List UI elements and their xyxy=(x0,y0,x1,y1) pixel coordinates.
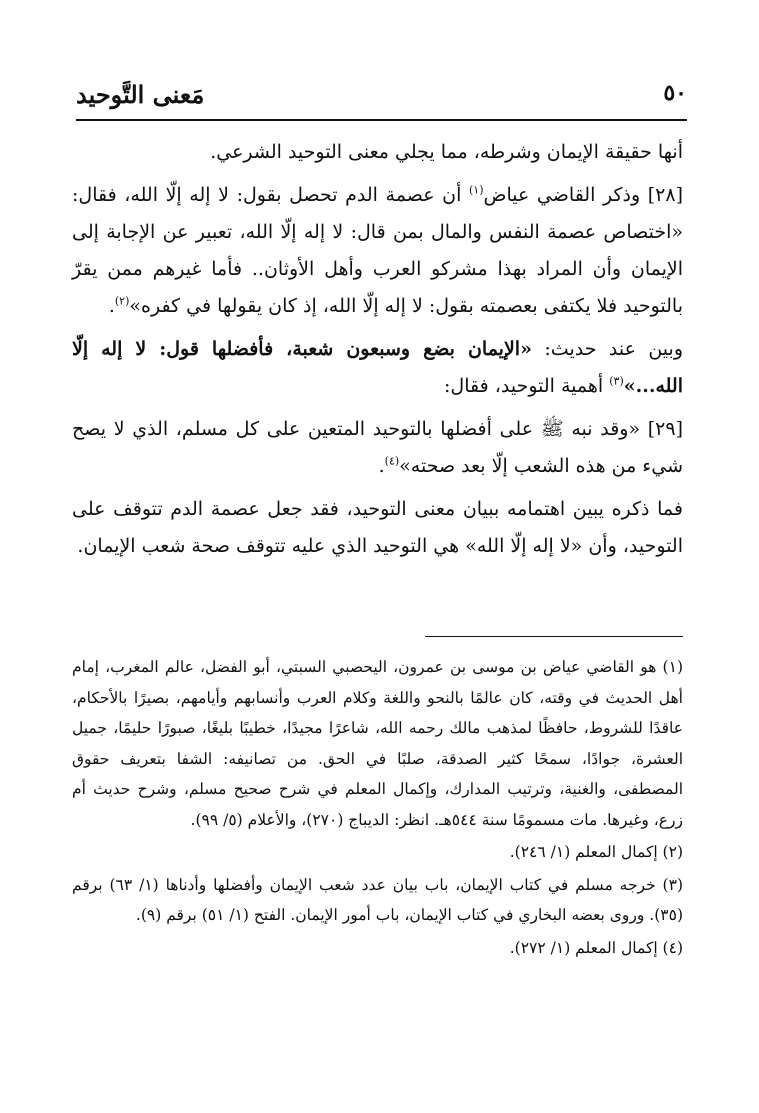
paragraph-4-end: . xyxy=(378,455,385,477)
paragraph-1: أنها حقيقة الإيمان وشرطه، مما يجلي معنى التوحيد الشرعي. xyxy=(210,141,683,163)
footnote-ref-3: (٣) xyxy=(609,374,624,388)
paragraph-2-text-b: أن عصمة الدم تحصل بقول: لا إله إلّا الله، فقال: «اختصاص عصمة النفس والمال بمن قال: لا إله إلّا الله، تعبير عن الإجابة إلى الإيمان وأن المراد بهذا مشركو العرب وأهل الأوثان.. فأما غيرهم ممن يقرّ بالتوحيد فلا يكتفى بعصمته بقول: لا إله إلّا الله، إذ كان يقولها في كفره» xyxy=(72,184,683,317)
paragraph-3 xyxy=(72,331,683,405)
paragraph-4-text: [٢٩] «وقد نبه ﷺ على أفضلها بالتوحيد المتعين على كل مسلم، الذي لا يصح شيء من هذه الشعب إلّا بعد صحته» xyxy=(72,418,683,477)
main-text xyxy=(72,134,683,571)
footnotes xyxy=(72,652,683,965)
footnote-4: (٤) إكمال المعلم (١/ ٢٧٢). xyxy=(509,938,683,957)
paragraph-2-end: . xyxy=(108,295,115,317)
footnote-ref-4: (٤) xyxy=(384,454,400,468)
footnote-ref-2: (٢) xyxy=(114,294,130,308)
header-divider xyxy=(76,119,687,121)
footnote-2: (٢) إكمال المعلم (١/ ٢٤٦). xyxy=(509,843,683,861)
page-header xyxy=(76,76,687,116)
footnote-divider xyxy=(425,636,683,637)
footnote-ref-1: (١) xyxy=(468,183,484,197)
footnote-3: (٣) خرجه مسلم في كتاب الإيمان، باب بيان عدد شعب الإيمان وأفضلها وأدناها (١/ ٦٣) برقم (٣٥). وروى بعضه البخاري في كتاب الإيمان، باب أمور الإيمان. الفتح (١/ ٥١) برقم (٩). xyxy=(72,875,683,924)
page-number: ٥٠ xyxy=(663,80,687,106)
paragraph-3-text-a: وبين عند حديث: xyxy=(531,338,684,360)
footnote-1: (١) هو القاضي عياض بن موسى بن عمرون، اليحصبي السبتي، أبو الفضل، عالم المغرب، إمام أهل الحديث في وقته، كان عالمًا بالنحو واللغة وكلام العرب وأنسابهم وأيامهم، بصيرًا بالأحكام، عاقدًا للشروط، حافظًا لمذهب مالك رحمه الله، شاعرًا مجيدًا، خطيبًا بليغًا، صبورًا حليمًا، جميل العشرة، جوادًا، سمحًا كثير الصدقة، صلبًا في الحق. من تصانيفه: الشفا بتعريف حقوق المصطفى، والغنية، وترتيب المدارك، وإكمال المعلم في شرح صحيح مسلم، وشرح حديث أم زرع، وغيرها. مات مسمومًا سنة ٥٤٤هـ. انظر: الديباج (٢٧٠)، والأعلام (٥/ ٩٩). xyxy=(72,658,683,829)
paragraph-2-text-a: [٢٨] وذكر القاضي عياض xyxy=(483,184,684,206)
paragraph-3-text-b: أهمية التوحيد، فقال: xyxy=(444,375,610,397)
hadith-quote: «الإيمان بضع وسبعون شعبة، فأفضلها قول: لا إله إلّا الله...» xyxy=(72,338,683,397)
paragraph-4 xyxy=(72,411,683,485)
paragraph-5: فما ذكره يبين اهتمامه ببيان معنى التوحيد، فقد جعل عصمة الدم تتوقف على التوحيد، وأن «لا إله إلّا الله» هي التوحيد الذي عليه تتوقف صحة شعب الإيمان. xyxy=(72,498,683,557)
running-title: مَعنى التَّوحيد xyxy=(76,80,205,109)
paragraph-2 xyxy=(72,177,683,325)
